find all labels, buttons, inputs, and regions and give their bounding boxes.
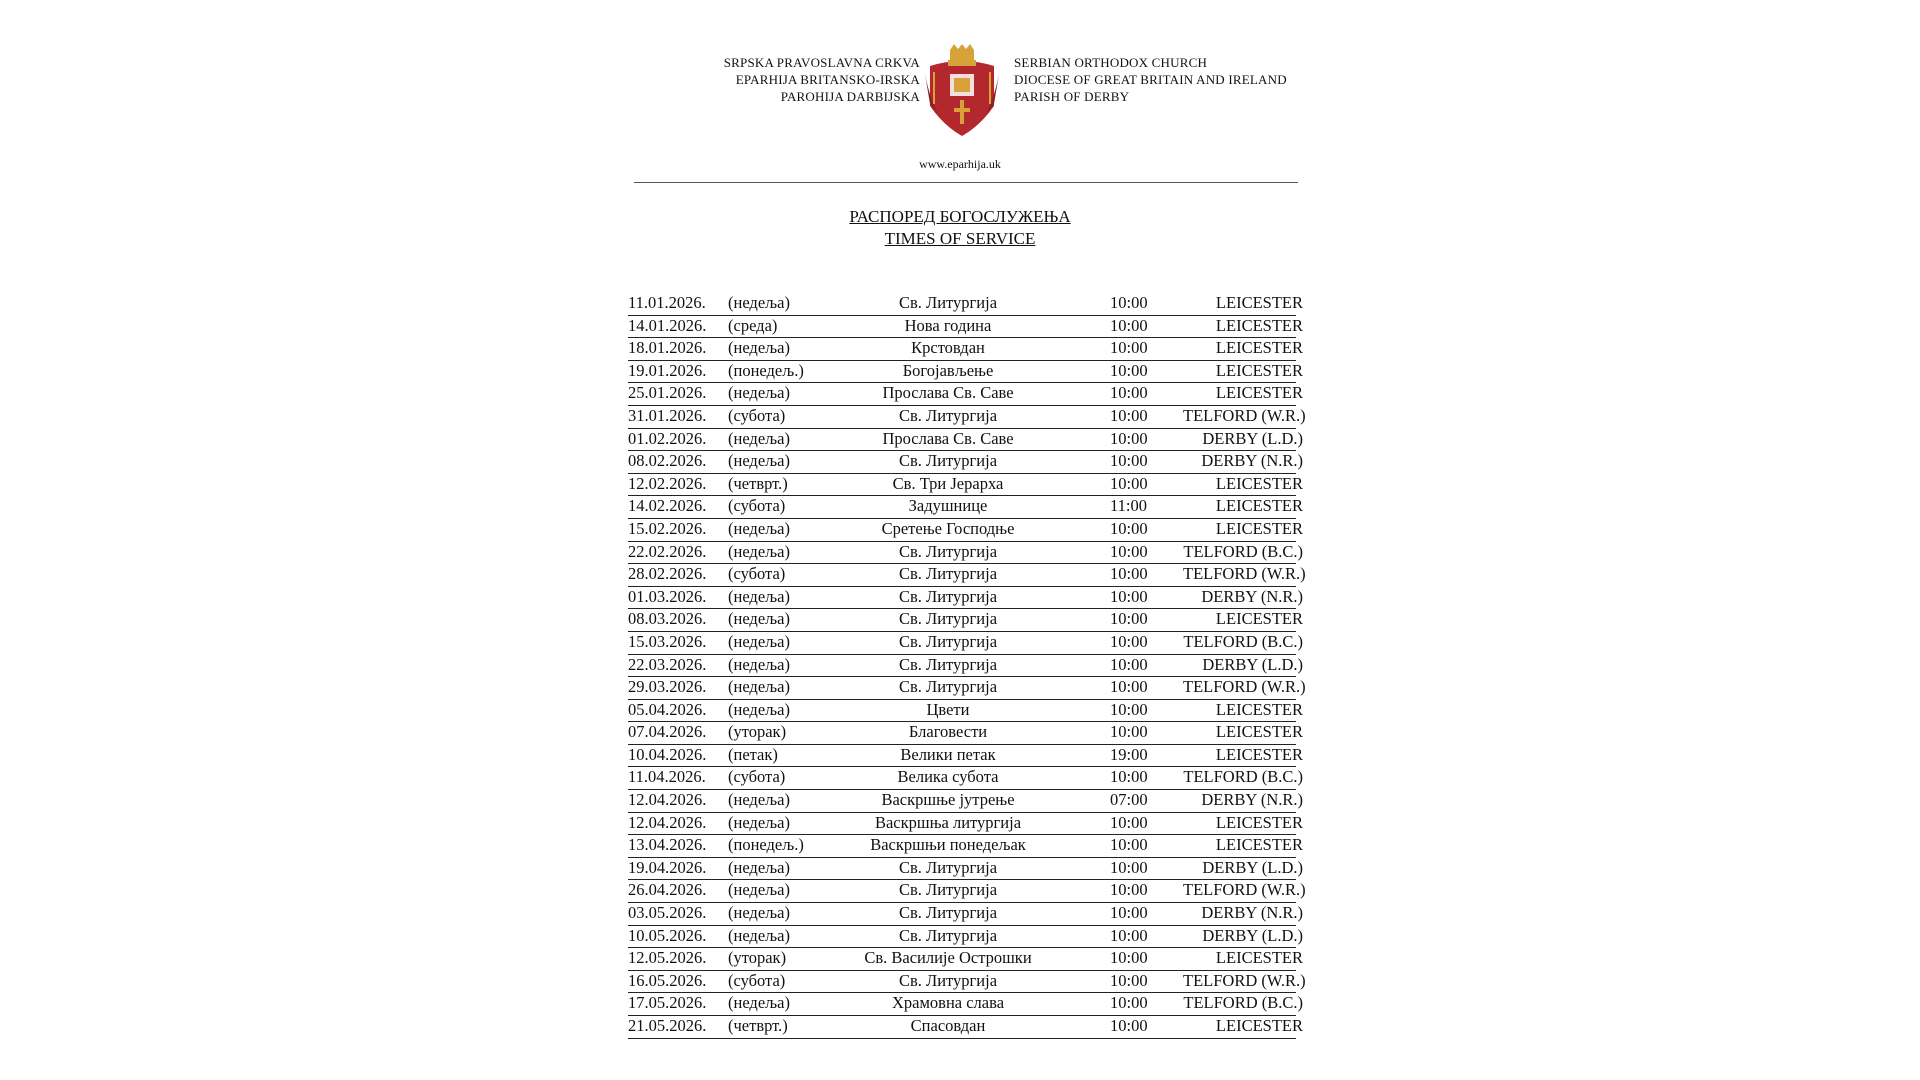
service-time: 10:00 [1110,677,1148,697]
service-name: Прослава Св. Саве [882,428,1014,448]
table-row [628,1016,1303,1039]
service-date: 01.03.2026. [628,586,707,606]
service-place: TELFORD (B.C.) [1183,631,1303,651]
service-date: 15.03.2026. [628,631,707,651]
service-place: LEICESTER [1215,518,1303,538]
service-date: 29.03.2026. [628,677,707,697]
service-day: (недеља) [728,699,790,719]
service-time: 10:00 [1110,473,1148,493]
service-date: 19.04.2026. [628,857,707,877]
service-day: (уторак) [728,722,787,742]
service-name: Св. Литургија [898,654,998,674]
service-date: 31.01.2026. [628,405,707,425]
table-row [628,790,1303,813]
header-right [1014,54,1287,105]
service-name: Васкршња литургија [874,812,1022,832]
service-time: 10:00 [1110,767,1148,787]
service-day: (субота) [728,496,786,516]
service-date: 21.05.2026. [628,1016,707,1035]
table-row [628,428,1303,452]
table-row [628,812,1303,836]
service-place: TELFORD (W.R.) [1183,880,1306,900]
header-divider [634,182,1298,183]
service-place: TELFORD (W.R.) [1183,970,1306,990]
service-place: LEICESTER [1215,722,1303,742]
service-place: LEICESTER [1215,609,1303,629]
service-time: 10:00 [1110,428,1148,448]
service-time: 10:00 [1110,654,1148,674]
service-name: Св. Три Јерарха [892,473,1004,493]
service-name: Св. Литургија [898,970,998,990]
service-time: 10:00 [1110,722,1148,742]
table-row [628,564,1306,587]
service-place: LEICESTER [1215,293,1303,312]
service-time: 19:00 [1110,744,1148,764]
service-place: LEICESTER [1215,496,1303,516]
service-day: (недеља) [728,428,790,448]
service-day: (субота) [728,405,786,425]
service-day: (недеља) [728,993,790,1013]
service-day: (недеља) [728,518,790,538]
service-day: (субота) [728,767,786,787]
service-date: 22.02.2026. [628,541,707,561]
service-name: Сретење Господње [881,518,1015,538]
service-time: 10:00 [1110,835,1148,855]
service-date: 07.04.2026. [628,722,707,742]
service-time: 10:00 [1110,948,1148,968]
service-name: Нова година [904,315,992,335]
service-time: 10:00 [1110,564,1148,584]
header-left-line: SRPSKA PRAVOSLAVNA CRKVA [723,55,920,70]
table-row [628,699,1303,723]
service-date: 11.04.2026. [628,767,706,787]
service-day: (недеља) [728,677,790,697]
service-time: 10:00 [1110,631,1148,651]
table-row [628,473,1303,497]
table-row [628,835,1303,858]
table-row [628,631,1303,655]
service-name: Цвети [926,699,970,719]
table-row [628,586,1303,610]
service-name: Св. Литургија [898,677,998,697]
service-name: Св. Литургија [898,541,998,561]
page-title [560,206,1360,250]
service-date: 22.03.2026. [628,654,707,674]
table-row [628,722,1303,745]
service-time: 10:00 [1110,541,1148,561]
service-day: (недеља) [728,451,790,471]
service-name: Св. Литургија [898,631,998,651]
service-time: 07:00 [1110,790,1148,810]
service-place: DERBY (N.R.) [1201,586,1303,606]
service-day: (среда) [728,315,778,335]
service-date: 12.04.2026. [628,790,707,810]
service-time: 10:00 [1110,903,1148,923]
table-row [628,744,1303,768]
service-day: (недеља) [728,857,790,877]
service-place: TELFORD (W.R.) [1183,405,1306,425]
service-date: 25.01.2026. [628,383,707,403]
diocese-crest-icon [920,44,1004,140]
service-place: LEICESTER [1215,360,1303,380]
service-time: 10:00 [1110,925,1148,945]
service-day: (недеља) [728,654,790,674]
service-time: 10:00 [1110,405,1148,425]
service-date: 11.01.2026. [628,293,706,312]
service-day: (понедељ.) [728,360,804,380]
service-date: 18.01.2026. [628,338,707,358]
service-date: 10.04.2026. [628,744,707,764]
service-time: 11:00 [1110,496,1147,516]
service-place: LEICESTER [1215,338,1303,358]
service-place: DERBY (N.R.) [1201,903,1303,923]
service-name: Васкршњи понедељак [870,835,1026,855]
service-name: Св. Литургија [898,925,998,945]
service-place: DERBY (L.D.) [1202,857,1303,877]
service-place: TELFORD (W.R.) [1183,564,1306,584]
service-place: LEICESTER [1215,948,1303,968]
service-name: Прослава Св. Саве [882,383,1014,403]
service-place: LEICESTER [1215,1016,1303,1035]
table-row [628,405,1306,429]
service-date: 05.04.2026. [628,699,707,719]
service-name: Богојављење [902,360,994,380]
table-row [628,383,1303,406]
service-day: (недеља) [728,338,790,358]
table-row [628,451,1303,474]
service-time: 10:00 [1110,360,1148,380]
service-place: TELFORD (B.C.) [1183,993,1303,1013]
service-day: (недеља) [728,541,790,561]
table-row [628,654,1303,678]
service-time: 10:00 [1110,315,1148,335]
website-link[interactable]: www.eparhija.uk [919,157,1001,171]
service-place: DERBY (N.R.) [1201,451,1303,471]
service-time: 10:00 [1110,383,1148,403]
service-time: 10:00 [1110,586,1148,606]
service-day: (уторак) [728,948,787,968]
service-date: 03.05.2026. [628,903,707,923]
service-time: 10:00 [1110,970,1148,990]
service-date: 08.02.2026. [628,451,707,471]
service-date: 10.05.2026. [628,925,707,945]
service-day: (недеља) [728,903,790,923]
service-name: Св. Литургија [898,564,998,584]
service-name: Св. Литургија [898,405,998,425]
service-name: Св. Литургија [898,586,998,606]
service-day: (недеља) [728,880,790,900]
service-date: 14.02.2026. [628,496,707,516]
service-place: DERBY (L.D.) [1202,428,1303,448]
service-place: LEICESTER [1215,744,1303,764]
table-row [628,925,1303,949]
document-page [560,0,1360,1080]
service-name: Благовести [908,722,988,742]
table-row [628,315,1303,339]
table-row [628,360,1303,384]
service-day: (недеља) [728,790,790,810]
table-row [628,541,1303,565]
service-day: (недеља) [728,586,790,606]
table-row [628,677,1306,700]
service-day: (недеља) [728,293,790,312]
table-row [628,993,1303,1016]
service-date: 15.02.2026. [628,518,707,538]
service-day: (четврт.) [728,473,788,493]
header-right-line: PARISH OF DERBY [1014,89,1130,104]
service-date: 13.04.2026. [628,835,707,855]
service-date: 01.02.2026. [628,428,707,448]
service-name: Св. Литургија [898,451,998,471]
service-date: 08.03.2026. [628,609,707,629]
services-table [628,293,1306,1039]
service-name: Васкршње јутрење [881,790,1015,810]
service-date: 12.02.2026. [628,473,707,493]
service-time: 10:00 [1110,993,1148,1013]
header-right-line: DIOCESE OF GREAT BRITAIN AND IRELAND [1014,72,1287,87]
table-row [628,293,1303,316]
table-row [628,609,1303,632]
service-place: TELFORD (B.C.) [1183,541,1303,561]
table-row [628,903,1303,926]
table-row [628,496,1303,519]
service-date: 14.01.2026. [628,315,707,335]
service-name: Св. Василије Острошки [864,948,1032,968]
service-time: 10:00 [1110,609,1148,629]
service-day: (петак) [728,744,778,764]
service-day: (недеља) [728,631,790,651]
service-name: Крстовдан [911,338,985,358]
service-time: 10:00 [1110,857,1148,877]
service-name: Задушнице [908,496,988,516]
service-place: DERBY (L.D.) [1202,654,1303,674]
service-name: Св. Литургија [898,293,998,312]
header-left [724,54,920,105]
service-name: Храмовна слава [891,993,1005,1013]
service-day: (четврт.) [728,1016,788,1035]
service-place: LEICESTER [1215,473,1303,493]
service-place: DERBY (L.D.) [1202,925,1303,945]
table-row [628,880,1306,903]
table-row [628,767,1303,790]
service-time: 10:00 [1110,338,1148,358]
service-date: 28.02.2026. [628,564,707,584]
service-day: (недеља) [728,812,790,832]
service-date: 26.04.2026. [628,880,707,900]
header-left-line: PAROHIJA DARBIJSKA [780,89,920,104]
service-name: Велики петак [900,744,996,764]
service-day: (субота) [728,970,786,990]
title-english: TIMES OF SERVICE [884,229,1036,248]
service-name: Спасовдан [910,1016,986,1035]
table-row [628,857,1303,881]
service-time: 10:00 [1110,699,1148,719]
service-date: 16.05.2026. [628,970,707,990]
service-time: 10:00 [1110,880,1148,900]
service-day: (недеља) [728,609,790,629]
service-time: 10:00 [1110,293,1148,312]
service-place: DERBY (N.R.) [1201,790,1303,810]
service-name: Св. Литургија [898,857,998,877]
table-row [628,948,1303,971]
service-place: LEICESTER [1215,812,1303,832]
table-row [628,970,1306,994]
service-time: 10:00 [1110,812,1148,832]
service-place: LEICESTER [1215,835,1303,855]
service-day: (недеља) [728,925,790,945]
table-row [628,338,1303,361]
service-date: 12.05.2026. [628,948,707,968]
header-right-line: SERBIAN ORTHODOX CHURCH [1014,55,1208,70]
service-name: Св. Литургија [898,609,998,629]
service-place: TELFORD (W.R.) [1183,677,1306,697]
table-row [628,518,1303,542]
service-date: 19.01.2026. [628,360,707,380]
service-name: Св. Литургија [898,880,998,900]
service-day: (недеља) [728,383,790,403]
service-name: Св. Литургија [898,903,998,923]
header-left-line: EPARHIJA BRITANSKO-IRSKA [735,72,920,87]
service-place: TELFORD (B.C.) [1183,767,1303,787]
service-place: LEICESTER [1215,383,1303,403]
service-place: LEICESTER [1215,315,1303,335]
service-date: 12.04.2026. [628,812,707,832]
service-day: (субота) [728,564,786,584]
service-time: 10:00 [1110,1016,1148,1035]
service-date: 17.05.2026. [628,993,707,1013]
service-time: 10:00 [1110,451,1148,471]
service-time: 10:00 [1110,518,1148,538]
service-name: Велика субота [897,767,999,787]
service-place: LEICESTER [1215,699,1303,719]
service-day: (понедељ.) [728,835,804,855]
title-serbian: РАСПОРЕД БОГОСЛУЖЕЊА [849,207,1071,226]
